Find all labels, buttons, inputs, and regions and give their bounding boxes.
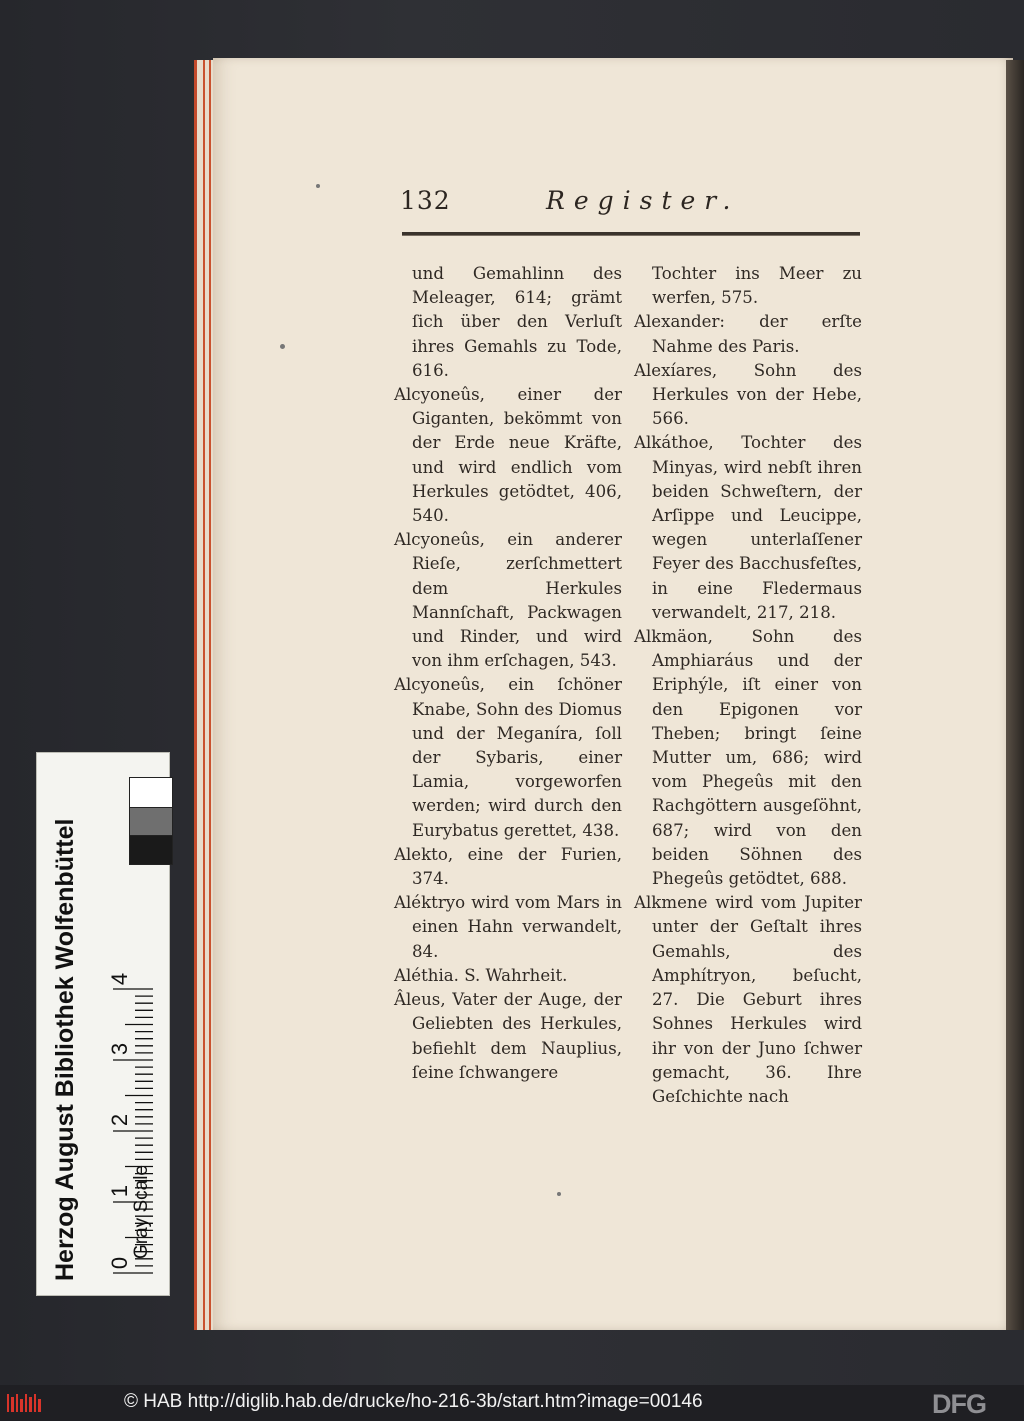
index-entry: Tochter ins Meer zu werfen, 575. — [652, 264, 862, 308]
book-gutter-shadow — [1006, 60, 1024, 1330]
speck — [316, 184, 320, 188]
index-entry: Aléthia. S. Wahrheit. — [394, 965, 568, 985]
index-entry: Aléktryo wird vom Mars in einen Hahn verwandelt, 84. — [394, 893, 622, 961]
hab-barcode-icon — [6, 1391, 42, 1415]
index-entry: Alkáthoe, Tochter des Minyas, wird nebſt ihren beiden Schweſtern, der Arſippe und Leucippe, wegen unterlaſſener Feyer des Bacchusfeſtes, in eine Fledermaus verwandelt, 217, 218. — [634, 433, 863, 622]
gray-swatch-black — [129, 835, 173, 865]
gray-scale-label: Gray Scale — [131, 1165, 152, 1259]
index-entry: Alkmene wird vom Jupiter unter der Geſtalt ihres Gemahls, des Amphítryon, beſucht, 27. Die Geburt ihres Sohnes Herkules wird ihr von der Juno ſchwer gemacht, 36. Ihre Geſchichte nach — [634, 893, 862, 1106]
index-entry: Alcyoneûs, einer der Giganten, bekömmt von der Erde neue Kräfte, und wird endlich vom Herkules getödtet, 406, 540. — [394, 385, 622, 526]
scale-label-1: 1 — [107, 1184, 132, 1198]
scale-label-0: 0 — [107, 1256, 132, 1270]
page-number: 132 — [400, 186, 451, 215]
index-entry: Âleus, Vater der Auge, der Geliebten des Herkules, befiehlt dem Nauplius, ſeine ſchwangere — [394, 990, 622, 1082]
speck — [557, 1192, 561, 1196]
viewer-footer — [0, 1385, 1024, 1421]
scale-label-4: 4 — [107, 972, 132, 986]
index-column-left — [394, 262, 622, 1085]
index-entry: Alexander: der erſte Nahme des Paris. — [634, 312, 862, 356]
index-entry: Alexíares, Sohn des Herkules von der Hebe, 566. — [634, 360, 862, 429]
ruler-title: Herzog August Bibliothek Wolfenbüttel — [51, 818, 79, 1281]
gray-swatch-white — [129, 777, 173, 809]
gray-scale-ruler — [36, 752, 170, 1296]
scale-label-2: 2 — [107, 1113, 132, 1127]
header-rule — [402, 232, 860, 236]
running-title: Register. — [546, 186, 740, 215]
scale-label-3: 3 — [107, 1042, 132, 1056]
index-column-right — [634, 262, 862, 1109]
index-entry: Alkmäon, Sohn des Amphiaráus und der Eriphýle, iſt einer von den Epigonen vor Theben; bringt ſeine Mutter um, 686; wird vom Phegeûs mit den Rachgöttern ausgeſöhnt, 687; wird von den beiden Söhnen des Phegeûs getödtet, 688. — [634, 627, 862, 889]
gray-swatch-mid — [129, 807, 173, 837]
dfg-logo: DFG — [932, 1389, 986, 1419]
index-entry: und Gemahlinn des Meleager, 614; grämt ſich über den Verluſt ihres Gemahls zu Tode, 616. — [412, 264, 622, 380]
source-link[interactable]: © HAB http://diglib.hab.de/drucke/ho-216-3b/start.htm?image=00146 — [124, 1391, 703, 1412]
index-entry: Alcyoneûs, ein anderer Rieſe, zerſchmettert dem Herkules Mannſchaft, Packwagen und Rinder, und wird von ihm erſchagen, 543. — [394, 530, 622, 671]
index-entry: Alekto, eine der Furien, 374. — [394, 844, 622, 889]
speck — [280, 344, 285, 349]
page-header — [400, 186, 860, 222]
index-entry: Alcyoneûs, ein ſchöner Knabe, Sohn des Diomus und der Meganíra, ſoll der Sybaris, einer Lamia, vorgeworfen werden; wird durch den Eurybatus gerettet, 438. — [394, 675, 622, 840]
